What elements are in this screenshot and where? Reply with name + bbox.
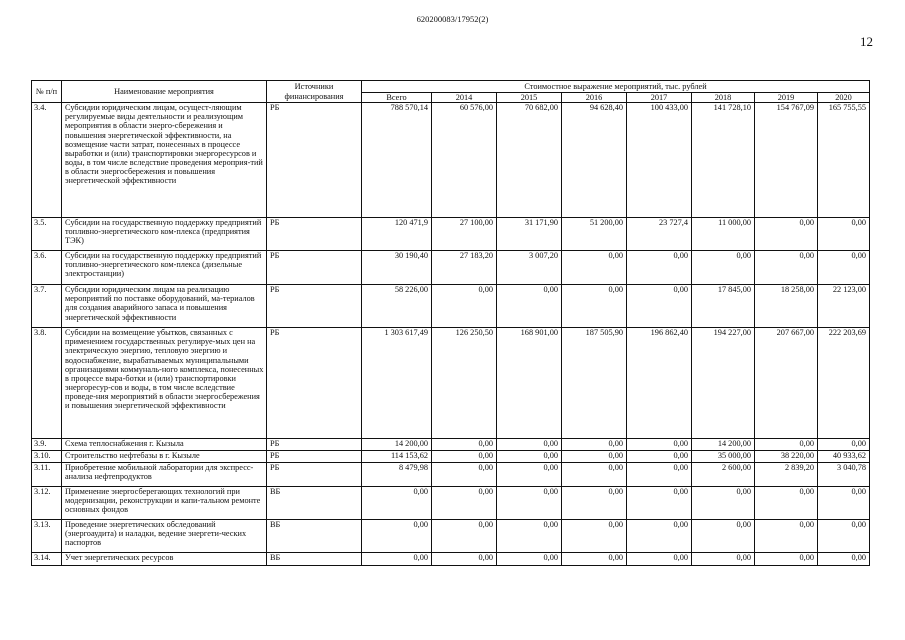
table-row [32, 103, 870, 218]
total-value: 14 200,00 [362, 439, 432, 451]
measure-name: Субсидии юридическим лицам, осущест-ляющим регулируемые виды деятельности и реализующим мероприятия в области энерго-сбережения и повышения энергетической эффективности, на возмещение части затрат, понесенных в процессе выработки и (или) транспортировки энергоресурсов и воды, в том числе вследствие проведения мероприя-тий в области энергосбережения и повышения энергетической эффективности [62, 103, 267, 218]
year-value: 2 839,20 [755, 463, 818, 487]
row-number: 3.4. [32, 103, 62, 218]
year-value: 0,00 [818, 251, 870, 285]
funding-source: РБ [267, 103, 362, 218]
row-number: 3.9. [32, 439, 62, 451]
year-value: 0,00 [562, 463, 627, 487]
year-value: 0,00 [497, 520, 562, 553]
year-value: 3 007,20 [497, 251, 562, 285]
funding-source: РБ [267, 218, 362, 251]
row-number: 3.5. [32, 218, 62, 251]
row-number: 3.12. [32, 487, 62, 520]
header-total: Всего [362, 93, 432, 103]
year-value: 0,00 [627, 451, 692, 463]
header-source: Источники финансирования [267, 81, 362, 103]
year-value: 222 203,69 [818, 328, 870, 439]
year-value: 0,00 [432, 439, 497, 451]
total-value: 1 303 617,49 [362, 328, 432, 439]
year-value: 0,00 [562, 439, 627, 451]
year-value: 0,00 [497, 487, 562, 520]
header-name: Наименование мероприятия [62, 81, 267, 103]
year-value: 0,00 [432, 520, 497, 553]
year-value: 60 576,00 [432, 103, 497, 218]
page-number: 12 [860, 34, 873, 49]
year-value: 0,00 [562, 553, 627, 566]
year-value: 0,00 [562, 520, 627, 553]
year-value: 196 862,40 [627, 328, 692, 439]
header-year: 2018 [692, 93, 755, 103]
table-row [32, 463, 870, 487]
measures-table [31, 80, 870, 566]
year-value: 0,00 [627, 520, 692, 553]
row-number: 3.14. [32, 553, 62, 566]
measure-name: Субсидии на возмещение убытков, связанных с применением государственных регулируе-мых цен на электрическую энергию, тепловую энергию и водоснабжение, вырабатываемых муниципальными организациями коммуналь-ного комплекса, понесенных в процессе выра-ботки и (или) транспортировки энергоресур-сов и воды, в том числе вследствие проведе-ния мероприятий в области энергосбережения и повышения энергетической эффективности [62, 328, 267, 439]
header-cost: Стоимостное выражение мероприятий, тыс. рублей [362, 81, 870, 93]
year-value: 31 171,90 [497, 218, 562, 251]
year-value: 126 250,50 [432, 328, 497, 439]
year-value: 23 727,4 [627, 218, 692, 251]
year-value: 18 258,00 [755, 285, 818, 328]
year-value: 27 183,20 [432, 251, 497, 285]
total-value: 58 226,00 [362, 285, 432, 328]
year-value: 0,00 [755, 251, 818, 285]
year-value: 0,00 [692, 251, 755, 285]
year-value: 0,00 [432, 285, 497, 328]
measure-name: Строительство нефтебазы в г. Кызыле [62, 451, 267, 463]
row-number: 3.6. [32, 251, 62, 285]
year-value: 0,00 [692, 520, 755, 553]
table-row [32, 251, 870, 285]
total-value: 114 153,62 [362, 451, 432, 463]
year-value: 100 433,00 [627, 103, 692, 218]
row-number: 3.10. [32, 451, 62, 463]
measure-name: Субсидии на государственную поддержку предприятий топливно-энергетического ком-плекса (предприятия ТЭК) [62, 218, 267, 251]
year-value: 0,00 [432, 487, 497, 520]
document-id: 620200083/17952(2) [416, 14, 489, 24]
year-value: 0,00 [692, 553, 755, 566]
total-value: 120 471,9 [362, 218, 432, 251]
year-value: 168 901,00 [497, 328, 562, 439]
year-value: 0,00 [755, 218, 818, 251]
year-value: 0,00 [432, 553, 497, 566]
year-value: 0,00 [818, 487, 870, 520]
year-value: 0,00 [627, 463, 692, 487]
total-value: 0,00 [362, 487, 432, 520]
year-value: 0,00 [497, 553, 562, 566]
table-row [32, 328, 870, 439]
year-value: 94 628,40 [562, 103, 627, 218]
year-value: 70 682,00 [497, 103, 562, 218]
year-value: 0,00 [818, 553, 870, 566]
funding-source: ВБ [267, 520, 362, 553]
measure-name: Применение энергосберегающих технологий при модернизации, реконструкции и капи-тальном ремонте основных фондов [62, 487, 267, 520]
year-value: 22 123,00 [818, 285, 870, 328]
row-number: 3.7. [32, 285, 62, 328]
measure-name: Субсидии юридическим лицам на реализацию мероприятий по поставке оборудований, ма-териалов для создания аварийного запаса и повышения энергетической эффективности [62, 285, 267, 328]
header-year: 2019 [755, 93, 818, 103]
total-value: 0,00 [362, 553, 432, 566]
table-row [32, 451, 870, 463]
year-value: 0,00 [497, 439, 562, 451]
year-value: 51 200,00 [562, 218, 627, 251]
year-value: 0,00 [497, 285, 562, 328]
header-year: 2014 [432, 93, 497, 103]
year-value: 0,00 [562, 251, 627, 285]
year-value: 141 728,10 [692, 103, 755, 218]
total-value: 8 479,98 [362, 463, 432, 487]
funding-source: ВБ [267, 553, 362, 566]
year-value: 0,00 [497, 451, 562, 463]
header-num: № п/п [32, 81, 62, 103]
measure-name: Субсидии на государственную поддержку предприятий топливно-энергетического ком-плекса (дизельные электростанции) [62, 251, 267, 285]
year-value: 0,00 [627, 285, 692, 328]
header-year: 2015 [497, 93, 562, 103]
measure-name: Приобретение мобильной лаборатории для экспресс-анализа нефтепродуктов [62, 463, 267, 487]
measure-name: Проведение энергетических обследований (энергоаудита) и наладки, ведение энергети-ческих паспортов [62, 520, 267, 553]
year-value: 0,00 [432, 451, 497, 463]
funding-source: РБ [267, 285, 362, 328]
year-value: 194 227,00 [692, 328, 755, 439]
funding-source: РБ [267, 439, 362, 451]
year-value: 40 933,62 [818, 451, 870, 463]
year-value: 2 600,00 [692, 463, 755, 487]
row-number: 3.13. [32, 520, 62, 553]
year-value: 0,00 [627, 553, 692, 566]
year-value: 0,00 [432, 463, 497, 487]
table-row [32, 218, 870, 251]
funding-source: ВБ [267, 487, 362, 520]
table-row [32, 439, 870, 451]
year-value: 0,00 [562, 487, 627, 520]
year-value: 0,00 [627, 439, 692, 451]
header-year: 2017 [627, 93, 692, 103]
funding-source: РБ [267, 328, 362, 439]
total-value: 0,00 [362, 520, 432, 553]
table-row [32, 487, 870, 520]
funding-source: РБ [267, 251, 362, 285]
row-number: 3.11. [32, 463, 62, 487]
year-value: 165 755,55 [818, 103, 870, 218]
total-value: 30 190,40 [362, 251, 432, 285]
year-value: 0,00 [818, 520, 870, 553]
table-row [32, 520, 870, 553]
year-value: 27 100,00 [432, 218, 497, 251]
year-value: 14 200,00 [692, 439, 755, 451]
year-value: 0,00 [627, 487, 692, 520]
row-number: 3.8. [32, 328, 62, 439]
year-value: 0,00 [755, 439, 818, 451]
year-value: 0,00 [755, 487, 818, 520]
year-value: 35 000,00 [692, 451, 755, 463]
measure-name: Учет энергетических ресурсов [62, 553, 267, 566]
year-value: 0,00 [627, 251, 692, 285]
year-value: 0,00 [692, 487, 755, 520]
measure-name: Схема теплоснабжения г. Кызыла [62, 439, 267, 451]
table-row [32, 553, 870, 566]
year-value: 0,00 [755, 553, 818, 566]
year-value: 0,00 [818, 218, 870, 251]
year-value: 154 767,09 [755, 103, 818, 218]
funding-source: РБ [267, 463, 362, 487]
year-value: 38 220,00 [755, 451, 818, 463]
year-value: 3 040,78 [818, 463, 870, 487]
total-value: 788 570,14 [362, 103, 432, 218]
header-year: 2016 [562, 93, 627, 103]
year-value: 187 505,90 [562, 328, 627, 439]
year-value: 0,00 [818, 439, 870, 451]
year-value: 0,00 [497, 463, 562, 487]
year-value: 207 667,00 [755, 328, 818, 439]
year-value: 0,00 [562, 285, 627, 328]
year-value: 17 845,00 [692, 285, 755, 328]
funding-source: РБ [267, 451, 362, 463]
year-value: 11 000,00 [692, 218, 755, 251]
table-row [32, 285, 870, 328]
year-value: 0,00 [562, 451, 627, 463]
year-value: 0,00 [755, 520, 818, 553]
header-year: 2020 [818, 93, 870, 103]
